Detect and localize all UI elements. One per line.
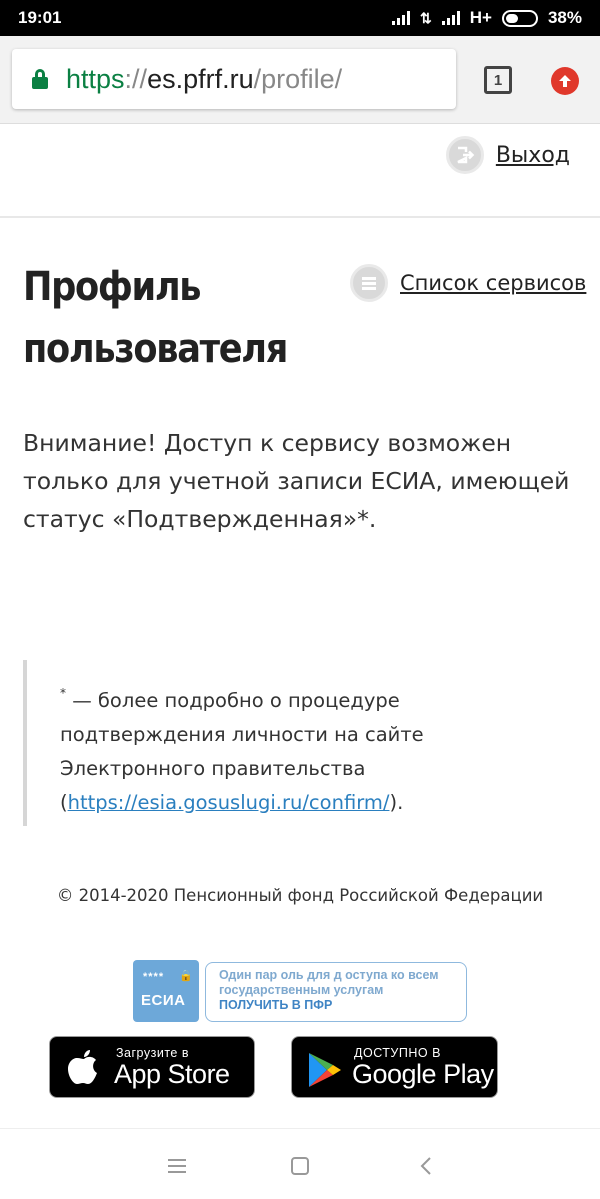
status-time: 19:01 xyxy=(18,8,62,27)
address-bar[interactable] xyxy=(12,49,456,109)
esia-line1: Один пар оль для д оступа ко всем xyxy=(219,968,439,982)
footnote-marker: * xyxy=(60,686,66,700)
lock-icon xyxy=(32,69,48,89)
esia-confirm-link[interactable]: https://esia.gosuslugi.ru/confirm/ xyxy=(67,791,390,814)
home-icon xyxy=(290,1156,310,1176)
page-title xyxy=(23,256,305,380)
menu-nav-button[interactable] xyxy=(162,1151,192,1181)
googleplay-badge[interactable] xyxy=(291,1036,498,1098)
services-list-label: Список сервисов xyxy=(400,271,587,295)
browser-toolbar xyxy=(0,36,600,124)
signal-icon xyxy=(392,11,410,25)
battery-level: 38% xyxy=(547,8,582,27)
esia-line2: государственным услугам xyxy=(219,983,384,997)
esia-logo xyxy=(133,960,199,1022)
google-play-icon xyxy=(307,1051,343,1089)
appstore-big-label: App Store xyxy=(114,1059,230,1089)
status-bar xyxy=(0,0,600,36)
url-path: /profile/ xyxy=(253,63,343,94)
url-scheme: https xyxy=(66,63,125,94)
status-indicators xyxy=(392,8,582,28)
access-notice: Внимание! Доступ к сервису возможен только для учетной записи ЕСИА, имеющей статус «Подтвержденная»*. xyxy=(23,429,570,533)
battery-icon xyxy=(502,10,538,27)
network-type: H+ xyxy=(469,8,492,27)
back-nav-button[interactable] xyxy=(411,1151,441,1181)
copyright: © 2014-2020 Пенсионный фонд Российской Федерации xyxy=(56,886,544,905)
list-icon xyxy=(350,264,388,302)
logout-label: Выход xyxy=(495,142,570,168)
services-list-link[interactable] xyxy=(350,264,586,302)
data-transfer-icon: ⇅ xyxy=(420,9,432,26)
system-nav-bar xyxy=(0,1128,600,1199)
url-host: es.pfrf.ru xyxy=(147,63,254,94)
esia-logo-name: ЕСИА xyxy=(141,992,186,1009)
footnote-open-paren: ( xyxy=(60,791,68,814)
footnote-close: ). xyxy=(389,791,404,814)
footnote-text: — более подробно о процедуре подтверждения личности на сайте Электронного правительства xyxy=(60,689,424,780)
tab-count: 1 xyxy=(493,71,503,89)
googleplay-small-label: ДОСТУПНО В xyxy=(354,1046,441,1060)
appstore-badge[interactable] xyxy=(49,1036,255,1098)
page-title-line2: пользователя xyxy=(23,326,288,372)
esia-logo-stars: **** xyxy=(143,971,165,983)
appstore-small-label: Загрузите в xyxy=(116,1046,189,1060)
logout-icon xyxy=(446,136,484,174)
page-title-line1: Профиль xyxy=(23,264,201,310)
esia-banner-text xyxy=(205,962,467,1022)
signal-icon-2 xyxy=(442,11,460,25)
back-icon xyxy=(419,1156,433,1176)
footnote-block xyxy=(23,660,563,826)
tab-switcher-button[interactable] xyxy=(484,66,512,94)
apple-icon xyxy=(67,1049,101,1087)
menu-icon xyxy=(167,1158,187,1174)
esia-cta: ПОЛУЧИТЬ В ПФР xyxy=(219,998,333,1012)
update-arrow-icon[interactable] xyxy=(551,67,579,95)
site-header xyxy=(0,124,600,218)
esia-lock-icon: 🔒 xyxy=(179,970,193,982)
esia-banner[interactable] xyxy=(133,960,467,1022)
url-separator: :// xyxy=(124,63,148,94)
home-nav-button[interactable] xyxy=(285,1151,315,1181)
logout-link[interactable] xyxy=(446,136,570,174)
googleplay-big-label: Google Play xyxy=(352,1059,494,1089)
